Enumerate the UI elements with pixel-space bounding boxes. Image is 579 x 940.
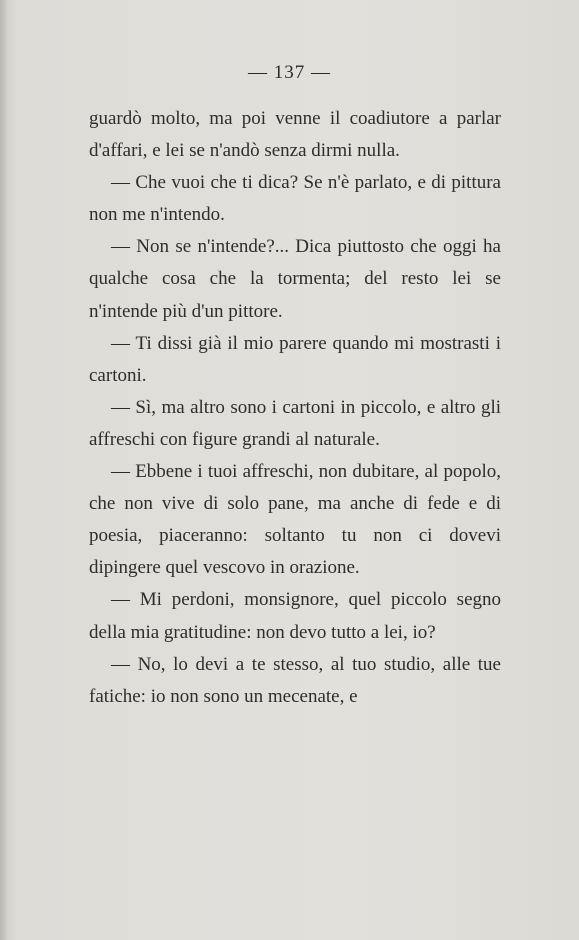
page-gutter-shadow [0, 0, 8, 940]
page-number: — 137 — [248, 62, 331, 83]
paragraph-4: — Ti dissi già il mio parere quando mi mostrasti i cartoni. [89, 332, 501, 386]
paragraph-7: — Mi perdoni, monsignore, quel piccolo segno della mia gratitudine: non devo tutto a lei, io? [89, 589, 501, 643]
paragraph-8: — No, lo devi a te stesso, al tuo studio, alle tue fatiche: io non sono un mecenate, e [89, 653, 501, 707]
paragraph-6: — Ebbene i tuoi affreschi, non dubitare, al popolo, che non vive di solo pane, ma anche di fede e di poesia, piaceranno: soltanto tu non ci dovevi dipingere quel vescovo in orazione. [89, 461, 501, 579]
paragraph-1: guardò molto, ma poi venne il coadiutore a parlar d'affari, e lei se n'andò senza dirmi nulla. [89, 108, 501, 162]
body-text [89, 103, 501, 713]
paragraph-2: — Che vuoi che ti dica? Se n'è parlato, e di pittura non me n'intendo. [89, 172, 501, 226]
paragraph-3: — Non se n'intende?... Dica piuttosto che oggi ha qualche cosa che la tormenta; del resto lei se n'intende più d'un pittore. [89, 236, 501, 322]
paragraph-5: — Sì, ma altro sono i cartoni in piccolo, e altro gli affreschi con figure grandi al naturale. [89, 396, 501, 450]
